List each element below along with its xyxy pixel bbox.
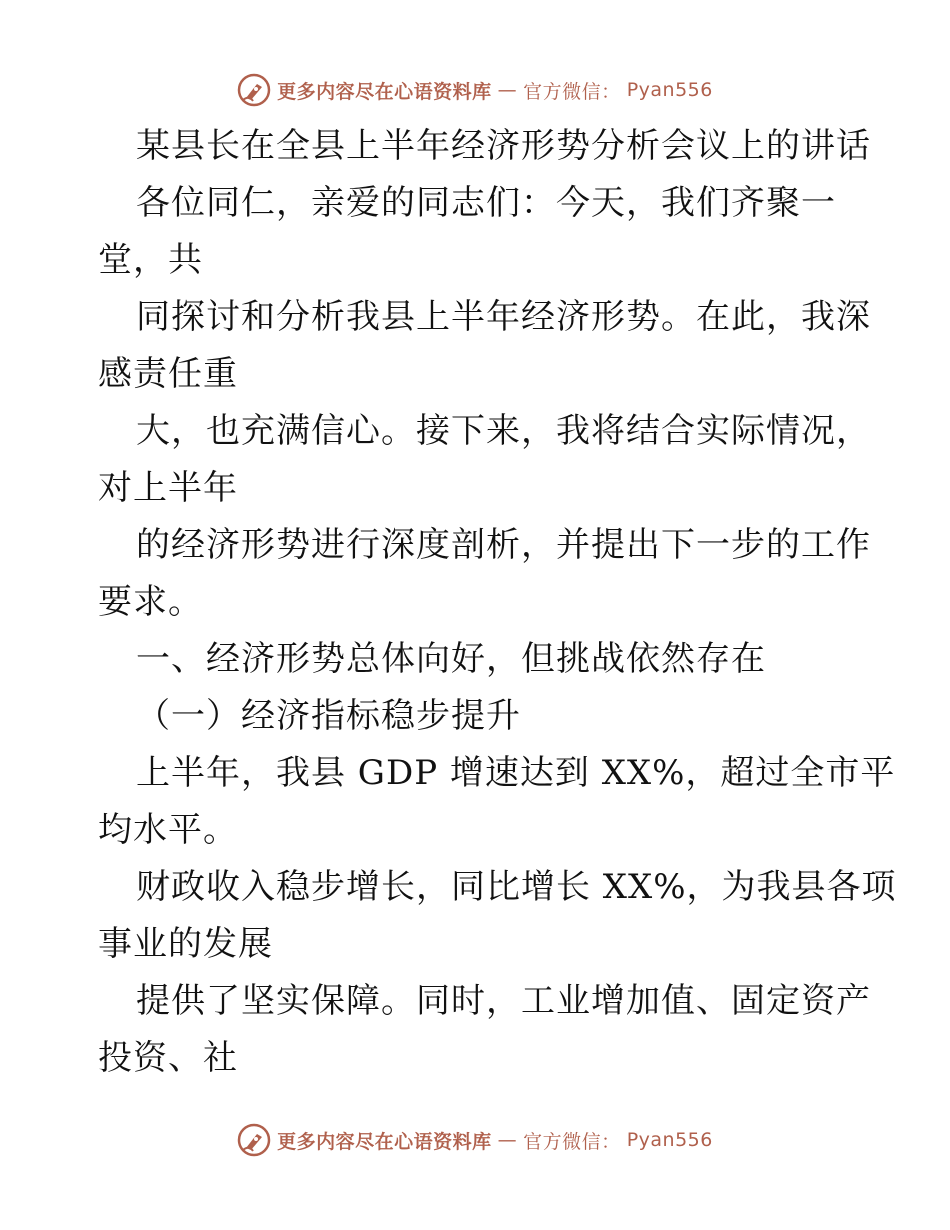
text-line: 要求。: [98, 582, 203, 622]
text-line: 的经济形势进行深度剖析，并提出下一步的工作: [136, 525, 871, 565]
watermark-main-text: 更多内容尽在心语资料库: [277, 1130, 492, 1153]
watermark-sub-text: 官方微信：: [523, 80, 621, 103]
watermark-main-text: 更多内容尽在心语资料库: [277, 80, 492, 103]
footer-watermark: [0, 1120, 950, 1160]
document-body: [98, 118, 897, 1087]
text-line: 上半年，我县 GDP 增速达到 XX%，超过全市平: [136, 753, 896, 793]
pen-nib-logo-icon: [237, 73, 271, 107]
watermark-id: Pyan556: [626, 1129, 713, 1151]
text-line: 感责任重: [98, 354, 238, 394]
text-line: 同探讨和分析我县上半年经济形势。在此，我深: [136, 297, 871, 337]
watermark-sub-text: 官方微信：: [523, 1130, 621, 1153]
text-line: 各位同仁，亲爱的同志们：今天，我们齐聚一: [136, 183, 836, 223]
text-line: 均水平。: [98, 810, 238, 850]
text-line: 财政收入稳步增长，同比增长 XX%，为我县各项: [136, 867, 897, 907]
watermark-dash: —: [497, 79, 518, 101]
text-line: 一、经济形势总体向好，但挑战依然存在: [136, 639, 766, 679]
text-line: 投资、社: [98, 1038, 238, 1078]
text-line: 堂，共: [98, 240, 203, 280]
text-line: 大，也充满信心。接下来，我将结合实际情况，: [136, 411, 871, 451]
text-line: 提供了坚实保障。同时，工业增加值、固定资产: [136, 981, 871, 1021]
pen-nib-logo-icon: [237, 1123, 271, 1157]
watermark-id: Pyan556: [626, 79, 713, 101]
text-line: 事业的发展: [98, 924, 273, 964]
text-line: （一）经济指标稳步提升: [136, 696, 521, 736]
text-line: 对上半年: [98, 468, 238, 508]
text-line: 某县长在全县上半年经济形势分析会议上的讲话: [136, 126, 871, 166]
header-watermark: [0, 70, 950, 110]
watermark-dash: —: [497, 1129, 518, 1151]
